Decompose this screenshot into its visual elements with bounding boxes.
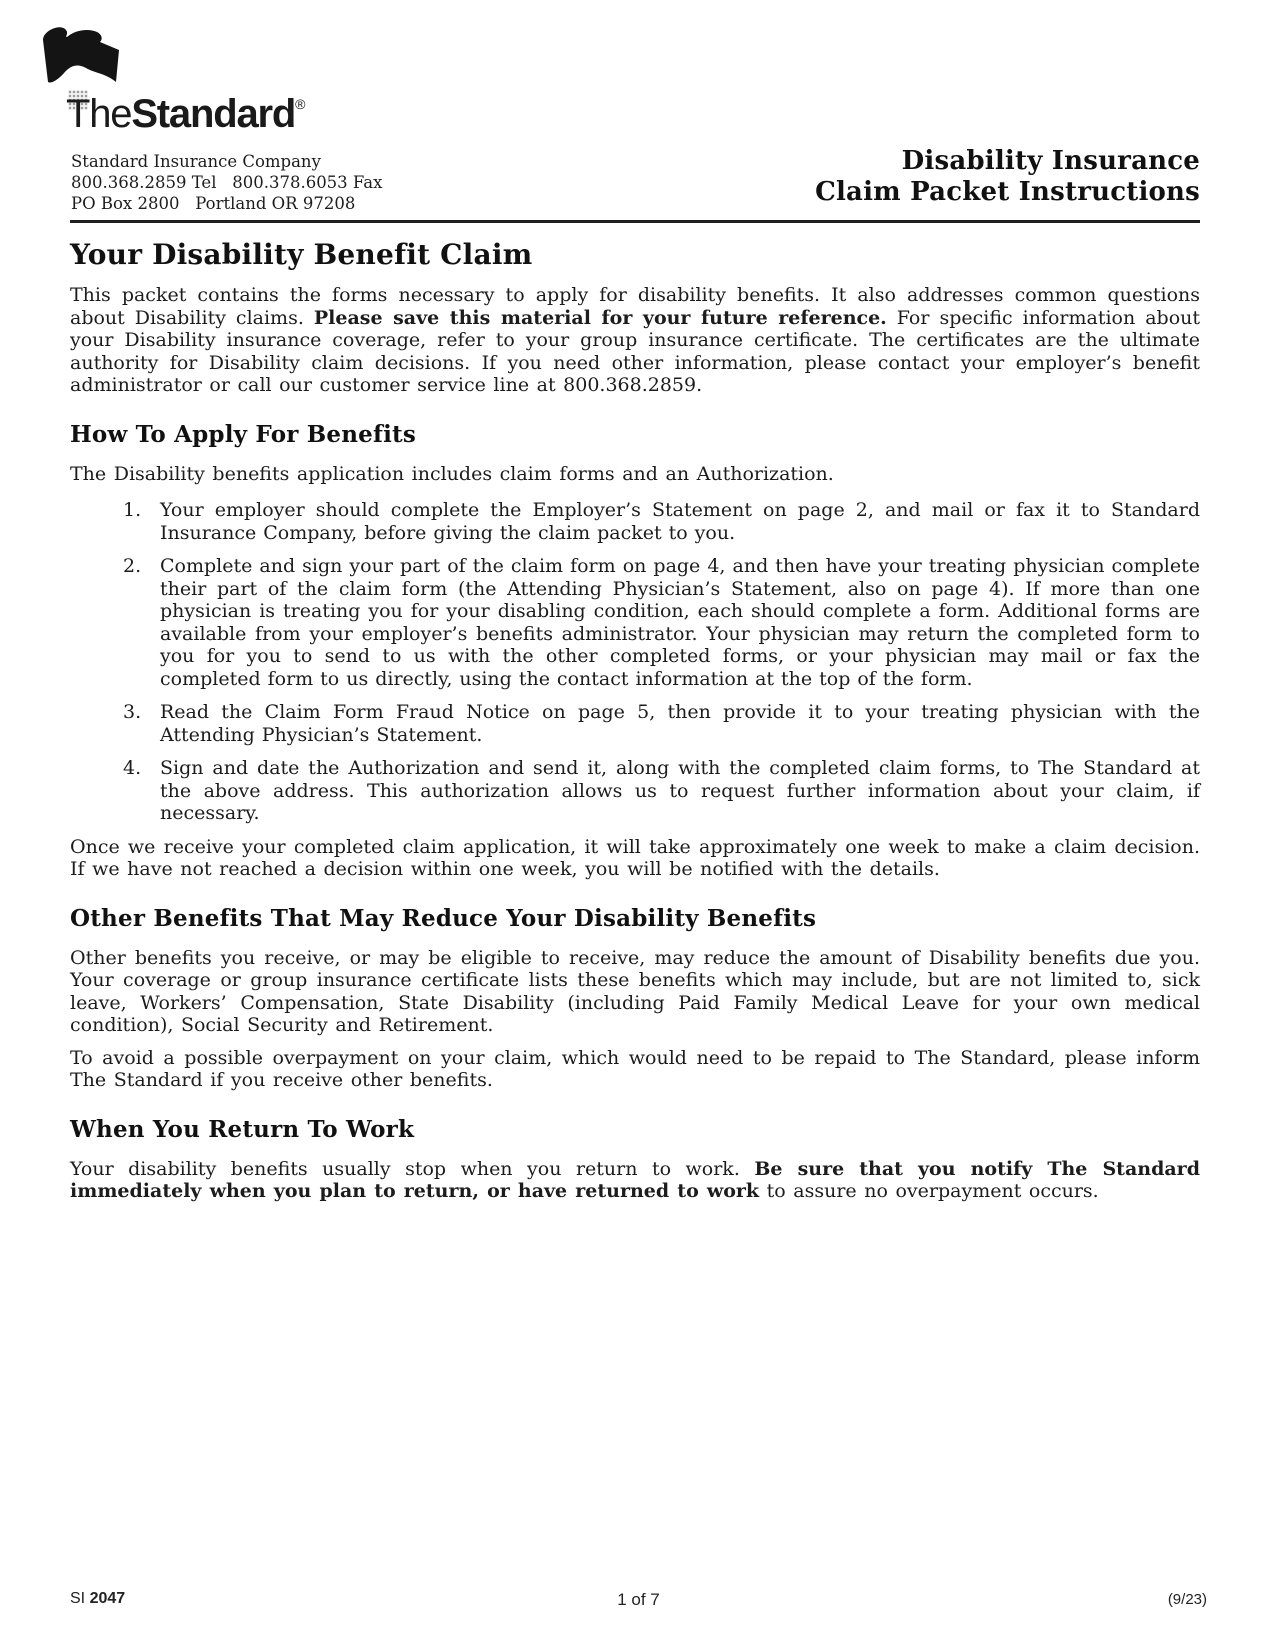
company-contact-block bbox=[71, 151, 382, 214]
return-to-work-paragraph bbox=[70, 1158, 1200, 1203]
step-text: Complete and sign your part of the claim form on page 4, and then have your treating physician complete their part of the claim form (the Attending Physician’s Statement, also on page 4). If more than one physician is treating you for your disabling condition, each should complete a form. Additional forms are available from your employer’s benefits administrator. Your physician may return the completed form to you for you to send to us with the other completed forms, or your physician may mail or fax the completed form to us directly, using the contact information at the top of the form. bbox=[160, 555, 1200, 690]
company-logo bbox=[66, 92, 305, 137]
list-item bbox=[123, 499, 1200, 544]
list-item bbox=[123, 555, 1200, 690]
document-title-block bbox=[815, 146, 1200, 208]
step-text: Read the Claim Form Fraud Notice on page 5, then provide it to your treating physician with the Attending Physician’s Statement. bbox=[160, 701, 1200, 746]
intro-paragraph bbox=[70, 284, 1200, 397]
step-number: 2. bbox=[123, 555, 142, 577]
list-item bbox=[123, 757, 1200, 825]
application-steps-list bbox=[123, 499, 1200, 825]
company-name: Standard Insurance Company bbox=[71, 152, 321, 171]
page-indicator: 1 of 7 bbox=[617, 1590, 660, 1609]
other-benefits-paragraph-2: To avoid a possible overpayment on your claim, which would need to be repaid to The Standard, please inform The Standard if you receive other benefits. bbox=[70, 1046, 1200, 1091]
company-address-line: PO Box 2800 Portland OR 97208 bbox=[71, 194, 356, 213]
rtw-run2-bold: Be sure that you notify The Standard immediately when you plan to return, or have returned to work bbox=[70, 1157, 1200, 1202]
revision-date: (9/23) bbox=[1167, 1591, 1207, 1608]
rtw-run3: to assure no overpayment occurs. bbox=[759, 1180, 1099, 1202]
section-return-to-work bbox=[70, 1116, 1200, 1203]
form-number-prefix: SI bbox=[70, 1590, 90, 1607]
page-title: Your Disability Benefit Claim bbox=[70, 238, 533, 271]
document-title-line2: Claim Packet Instructions bbox=[815, 177, 1200, 207]
form-number-value: 2047 bbox=[89, 1590, 126, 1607]
document-title-line1: Disability Insurance bbox=[901, 146, 1200, 176]
section-heading-other-benefits: Other Benefits That May Reduce Your Disability Benefits bbox=[70, 904, 817, 932]
document-content bbox=[70, 238, 1200, 1213]
company-phone-line: 800.368.2859 Tel 800.378.6053 Fax bbox=[71, 173, 383, 192]
step-number: 3. bbox=[123, 701, 142, 723]
list-item bbox=[123, 701, 1200, 746]
section-other-benefits bbox=[70, 905, 1200, 1092]
section-heading-return-to-work: When You Return To Work bbox=[70, 1115, 415, 1143]
step-text: Your employer should complete the Employer’s Statement on page 2, and mail or fax it to Standard Insurance Company, before giving the claim packet to you. bbox=[160, 499, 1200, 544]
header-divider-rule bbox=[70, 220, 1200, 223]
how-to-apply-lead: The Disability benefits application includes claim forms and an Authorization. bbox=[70, 462, 834, 485]
how-to-apply-closing: Once we receive your completed claim application, it will take approximately one week to make a claim decision. If we have not reached a decision within one week, you will be notified with the details. bbox=[70, 835, 1200, 880]
step-number: 1. bbox=[123, 499, 142, 521]
section-how-to-apply bbox=[70, 421, 1200, 881]
step-number: 4. bbox=[123, 757, 142, 779]
step-text: Sign and date the Authorization and send it, along with the completed claim forms, to The Standard at the above address. This authorization allows us to request further information about your claim, if necessary. bbox=[160, 757, 1200, 824]
registered-trademark-symbol: ® bbox=[295, 96, 306, 112]
other-benefits-paragraph-1: Other benefits you receive, or may be eligible to receive, may reduce the amount of Disability benefits due you. Your coverage or group insurance certificate lists these benefits which may include, but are not limited to, sick leave, Workers’ Compensation, State Disability (including Paid Family Medical Leave for your own medical condition), Social Security and Retirement. bbox=[70, 946, 1200, 1036]
rtw-run1: Your disability benefits usually stop when you return to work. bbox=[70, 1157, 755, 1180]
intro-run1: This packet contains the forms necessary to apply for disability benefits. It also addresses common questions about Disability claims. bbox=[70, 284, 1200, 329]
logo-word-standard: Standard bbox=[131, 92, 296, 136]
intro-run3: For specific information about your Disability insurance coverage, refer to your group insurance certificate. The certificates are the ultimate authority for Disability claim decisions. If you need other information, please contact your employer’s benefit administrator or call our customer service line at 800.368.2859. bbox=[70, 306, 1201, 396]
standard-flag-icon bbox=[42, 26, 122, 88]
logo-word-the: The bbox=[66, 92, 132, 136]
section-heading-how-to-apply: How To Apply For Benefits bbox=[70, 420, 416, 448]
intro-run2-bold: Please save this material for your future reference. bbox=[313, 306, 887, 329]
